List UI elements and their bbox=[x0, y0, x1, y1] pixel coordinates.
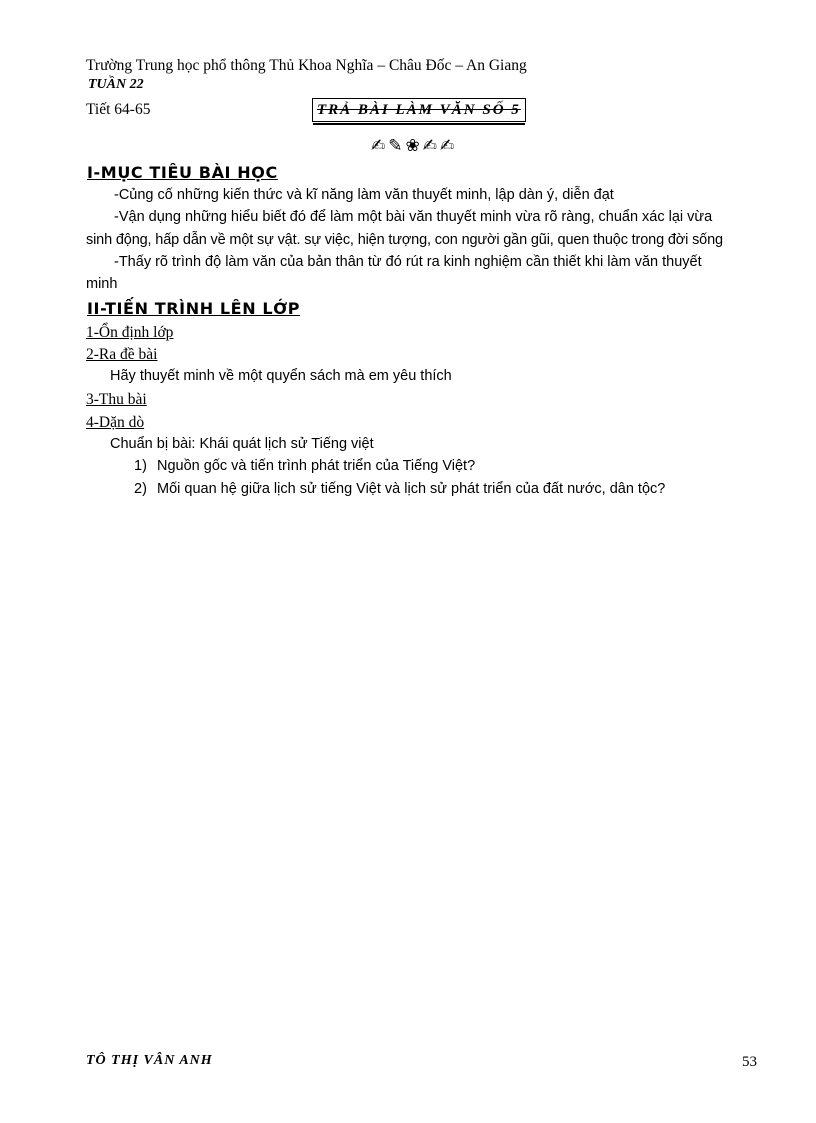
subheading-collect: 3-Thu bài bbox=[86, 391, 147, 408]
footer-author: TÔ THỊ VÂN ANH bbox=[86, 1053, 213, 1068]
subheading-class-stabilization: 1-Ổn định lớp bbox=[86, 324, 174, 341]
question-text: Mối quan hệ giữa lịch sử tiếng Việt và lịch sử phát triển của đất nước, dân tộc? bbox=[157, 481, 666, 497]
ornament-icon: ✍✎❀✍✍ bbox=[371, 136, 458, 156]
question-number: 2) bbox=[134, 481, 147, 497]
page-number: 53 bbox=[742, 1054, 757, 1070]
section-heading-objectives: I-MỤC TIÊU BÀI HỌC bbox=[87, 163, 278, 182]
school-header: Trường Trung học phổ thông Thủ Khoa Nghĩa – Châu Đốc – An Giang bbox=[86, 57, 527, 74]
section-heading-process: II-TIẾN TRÌNH LÊN LỚP bbox=[87, 299, 301, 318]
week-label: TUẦN 22 bbox=[88, 77, 144, 92]
subheading-instructions: 4-Dặn dò bbox=[86, 414, 145, 431]
question-number: 1) bbox=[134, 458, 147, 474]
objective-line: -Thấy rõ trình độ làm văn của bản thân từ đó rút ra kinh nghiệm cần thiết khi làm văn thuyết bbox=[114, 254, 702, 270]
period-label: Tiết 64-65 bbox=[86, 101, 151, 118]
objective-line: -Vận dụng những hiểu biết đó để làm một bài văn thuyết minh vừa rõ ràng, chuẩn xác lại vừa bbox=[114, 209, 713, 225]
question-text: Nguồn gốc và tiến trình phát triển của Tiếng Việt? bbox=[157, 458, 476, 474]
assignment-text: Hãy thuyết minh về một quyển sách mà em yêu thích bbox=[110, 368, 452, 384]
objective-line: -Củng cố những kiến thức và kĩ năng làm văn thuyết minh, lập dàn ý, diễn đạt bbox=[114, 187, 614, 203]
prep-text: Chuẩn bị bài: Khái quát lịch sử Tiếng việt bbox=[110, 436, 374, 452]
objective-line: minh bbox=[86, 276, 118, 292]
lesson-title: TRẢ BÀI LÀM VĂN SỐ 5 bbox=[312, 98, 526, 122]
subheading-assignment: 2-Ra đề bài bbox=[86, 346, 158, 363]
objective-line: sinh động, hấp dẫn về một sự vật. sự việc, hiện tượng, con người gần gũi, quen thuộc trong đời sống bbox=[86, 232, 723, 248]
